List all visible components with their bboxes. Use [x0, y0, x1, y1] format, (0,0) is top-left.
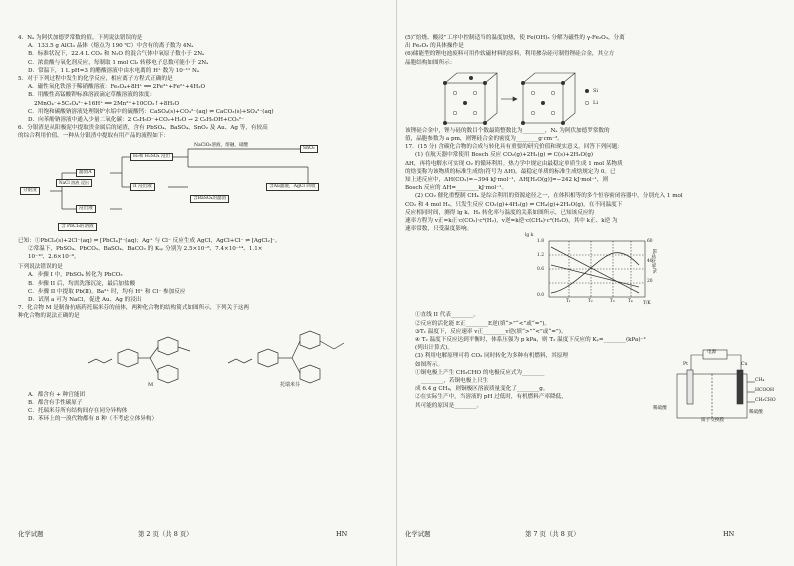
footer-subject: 化学试题: [405, 529, 431, 538]
flow-filtrate: 浸出液: [76, 205, 96, 213]
legend-si: Si: [593, 87, 599, 94]
rate-temperature-figure: [525, 233, 778, 309]
membrane-label: 质子交换膜: [701, 418, 724, 424]
q4-option-b: B．标准状况下，22.4 L CO₂ 和 N₂O 的混合气体中氧原子数小于 2Nₐ: [28, 51, 205, 58]
y-left-tick-2: 1.2: [537, 253, 544, 259]
q6-stem-2: 的综合利用价值。一种从分银渣中提取有用产品的流程如下：: [18, 133, 170, 140]
footer-subject: 化学试题: [18, 529, 44, 538]
cell-power-label: 电源: [707, 350, 717, 356]
y-left-tick-3: 0.6: [537, 267, 544, 273]
q17-1-line3: 的焓变称为该物质的标准生成焓(符号为 ΔH)，最稳定单质的标准生成焓规定为 0。已: [405, 168, 616, 175]
crystal-cell-figure: [435, 69, 778, 125]
q16-5-line2: 出 Fe₂O₃ 的具体操作是: [405, 43, 464, 50]
q5-option-b: B．用酸性高锰酸钾标准溶液滴定草酸溶液的浓度：: [28, 92, 156, 99]
q17-2-line2: CO₂ 和 4 mol H₂，只发生反应 CO₂(g)+4H₂(g) ⇌ CH₄(g)+2H₂O(g)，在不同温度下: [405, 201, 623, 208]
q17-3-sub2: ②在实际生产中，当溶液的 pH 过低时，有机燃料产率降低，: [415, 394, 567, 401]
question-5: [18, 75, 386, 124]
q5-option-c: C．用饱和碳酸钠溶液处理锅炉水垢中的硫酸钙：CaSO₄(s)+CO₃²⁻(aq) ⇌ CaCO₃(s)+SO₄²⁻(aq): [28, 108, 274, 115]
footer-page: 第 7 页（共 8 页）: [525, 529, 580, 538]
footer-code: HN: [336, 529, 348, 538]
q4-stem: 4．Nₐ 为阿伏加德罗常数的值。下列说法错误的是: [18, 35, 143, 41]
q17-1-line5: Bosch 反应的 ΔH=________kJ·mol⁻¹。: [405, 185, 508, 192]
q17-2-sub2: ②反应的活化能 E正________E逆(填“>”“<”或“=”)。: [415, 320, 551, 327]
product-ch4: CH₄: [755, 378, 765, 384]
q5-equation: 2MnO₄⁻+5C₂O₄²⁻+16H⁺ ══ 2Mn²⁺+10CO₂↑+8H₂O: [34, 100, 180, 107]
q17-3-sub1: ①铜电极上产生 CH₃CHO 的电极反应式为________: [415, 369, 545, 376]
flow-residue-a: 滤渣A: [76, 169, 95, 177]
crystal-cell-drawing: [435, 69, 635, 125]
flow-step2: H₂和 H₂SO₄ 浸出: [130, 153, 173, 161]
y-right-tick-1: 60: [647, 239, 653, 245]
q16-6-line2: 晶胞结构如图所示：: [405, 59, 456, 66]
flow-sno2: SnO₂: [300, 145, 318, 153]
x-tick-1: T₁: [566, 299, 571, 305]
q7-option-d: D．苯环上的一溴代物都有 8 种（不考虑立体异构）: [28, 416, 158, 423]
q17-2-line3: 反应相同时间，测得 lg k、H₂ 转化率与温度的关系如图所示，已知该反应的: [405, 209, 595, 216]
flowchart-arrows: [18, 143, 378, 235]
q5-option-a: A．磁性氧化铁溶于稀硝酸溶液：Fe₃O₄+8H⁺ ══ 2Fe³⁺+Fe²⁺+4H₂O: [28, 84, 206, 91]
q17-2-sub3: ③T₁ 温度下，反应速率 v正________v逆(填“>”“<”或“=”)。: [415, 328, 567, 335]
q16-6-line1: (6)储能型的锂电池废料可用作软磁材料的原料，利用掺杂硅可制得锂硅合金，其立方: [405, 51, 615, 58]
flow-baso4: 含BaSO₄的滤渣: [190, 195, 229, 203]
left-footer: [18, 530, 378, 538]
label-compound-m: M: [148, 381, 154, 388]
cell-cu-label: Cu: [741, 362, 748, 368]
q6-option-b: B．步骤 II 后，均需洗涤沉淀，最后加盐酸: [28, 280, 136, 287]
flow-start: 分银渣: [20, 187, 40, 195]
x-axis-label: T/K: [643, 301, 651, 307]
q17-2-line1: (2) CO₂ 催化重整制 CH₄ 是综合利用的资源途径之一，在体积相等的多个恒容密闭容器中，分别充入 1 mol: [415, 193, 683, 200]
q17-3-sub2-cont: 其可能的原因是________。: [415, 402, 483, 409]
q7-structures: [18, 323, 386, 389]
q17-3-sub1-mass: 成 6.4 g CH₄，则铜极区溶液质量变化了________g。: [415, 386, 549, 393]
cell-pt-label: Pt: [683, 362, 688, 368]
q4-option-c: C．浓盐酸与氧化剂反应，每制取 1 mol Cl₂ 转移电子总数可能小于 2Nₐ: [28, 59, 209, 66]
q17-2-line5: 速率常数，只受温度影响。: [405, 226, 473, 233]
product-hcooh: HCOOH: [755, 388, 775, 394]
y-right-tick-3: 20: [647, 279, 653, 285]
q17-2-sub4-cont: (列出计算式)。: [415, 345, 453, 352]
q5-stem: 5．对于下列过程中发生的化学反应，相应离子方程式正确的是: [18, 76, 173, 83]
q6-note-1: 已知：①PbCl₂(s)+2Cl⁻(aq) ⇌ [PbCl₄]²⁻(aq)；Ag⁺ 与 Cl⁻ 反应生成 AgCl，AgCl+Cl⁻ ⇌ [AgCl₂]⁻。: [18, 237, 281, 244]
y-left-label: lg k: [525, 233, 534, 239]
q17-1-line1: (1) 在航天器中常使用 Bosch 反应 CO₂(g)+2H₂(g) ⇌ C(s)+2H₂O(g): [415, 152, 594, 159]
q7-stem-1: 7．化合物 M 是制备抗癌药托瑞米芬的前体，两种化合物的结构简式如图所示，下列关于这两: [18, 305, 250, 312]
legend-li: Li: [593, 99, 598, 106]
q17-3-line2: 如图所示。: [415, 361, 443, 368]
product-ch3cho: CH₃CHO: [755, 398, 776, 404]
footer-code: HN: [723, 529, 735, 538]
q17-1-line2: ΔH，再将电解水可实现 O₂ 的循环利用。热力学中规定由最稳定单质生成 1 mol 某物质: [405, 160, 623, 167]
q17-1-line4: 知上述反应中，ΔH(CO₂)=−394 kJ·mol⁻¹，ΔH[H₂O(g)]=−242 kJ·mol⁻¹，则: [405, 177, 609, 184]
question-4: [18, 34, 386, 75]
right-page: [397, 0, 794, 566]
y-right-label: H₂转化率/%: [651, 249, 656, 274]
flow-leach2: II 浸出液: [130, 183, 155, 191]
label-toremifene: 托瑞米芬: [280, 381, 301, 388]
q16-6-line4: 值，晶胞参数为 a pm，则锂硅合金的密度为________g·cm⁻³。: [405, 136, 563, 143]
q6-option-a: A．步骤 I 中，PbSO₄ 转化为 PbCO₃: [28, 272, 123, 279]
q17-2-sub1: ①直线 II 代表________。: [415, 312, 479, 319]
structure-drawings: [18, 323, 378, 389]
q6-question: 下列说法错误的是: [18, 264, 63, 271]
q7-stem-2: 种化合物的说法正确的是: [18, 313, 80, 320]
q6-note-2: ②常温下，PbSO₄、PbCO₃、BaSO₄、BaCO₃ 的 Kₛₚ 分别为 2.5×10⁻⁸、7.4×10⁻¹⁴、1.1×: [28, 245, 263, 252]
q17-stem: 17．(15 分) 含碳化合物的合成与转化具有重要的研究价值和现实意义。回答下列问题：: [405, 144, 623, 151]
y-left-tick-1: 1.8: [537, 239, 544, 245]
q6-option-c: C．步骤 II 中提取 Pb(Ⅱ)，Ba²⁺ 时，均有 H⁺ 和 Cl⁻ 参加反应: [28, 288, 186, 295]
q17-2-sub4: ④ T₂ 温度下反应达到平衡时，体系压强为 p kPa，则 T₂ 温度下反应的 Kₚ=________(kPa)⁻²: [415, 337, 646, 344]
process-flowchart: [18, 143, 386, 235]
right-solution-label: 稀硫酸: [749, 410, 763, 416]
q16-5-line1: (5)“焙烧、酸浸”工序中控制适当的温度加热，使 Fe(OH)₃ 分解为磁性的 γ-Fe₂O₃，分离: [405, 35, 625, 41]
flow-pbcl2: 含 PbCl₂的溶液: [58, 223, 97, 231]
q17-2-line4: 速率方程为 v正=k正·c(CO₂)·c⁴(H₂)，v逆=k逆·c(CH₄)·c²(H₂O)，其中 k正、k逆 为: [405, 218, 618, 225]
footer-page: 第 2 页（共 8 页）: [138, 529, 193, 538]
x-tick-4: T₄: [628, 299, 633, 305]
x-tick-3: T₃: [610, 299, 615, 305]
q17-3-sub1-cont: ________，若铜电极上只生: [421, 378, 489, 385]
q16-6-line3: 该锂硅合金中，锂与硅的数目个数最简整数比为________，Nₐ 为阿伏加德罗常数的: [405, 127, 610, 134]
flow-au: 含Au滤液，AgCl 回收: [266, 183, 319, 191]
q5-option-d: D．向苯酚钠溶液中通入少量二氧化碳：2 C₆H₅O⁻+CO₂+H₂O → 2 C₆H₅OH+CO₃²⁻: [28, 117, 244, 124]
q7-option-a: A．都含有 + 种官能团: [28, 391, 86, 398]
q17-3-line1: (3) 利用电解原理可将 CO₂ 同时转化为多种有机燃料，其原理: [415, 353, 569, 360]
q6-option-d: D．试剂 a 可为 NaCl，促进 Au、Ag 的浸出: [28, 297, 142, 304]
q7-option-b: B．都含有手性碳原子: [28, 399, 83, 406]
y-right-tick-2: 40: [647, 259, 653, 265]
electrolysis-cell-figure: [653, 348, 777, 424]
rate-figure-drawing: [535, 235, 665, 309]
right-footer: [405, 530, 765, 538]
q17-3-block: [405, 350, 778, 424]
question-6: [18, 124, 386, 304]
left-solution-label: 稀硫酸: [653, 406, 667, 412]
q4-option-d: D．常温下，1 L pH=3 的醋酸溶液中由水电离的 H⁺ 数为 10⁻¹¹ Nₐ: [28, 67, 200, 74]
x-tick-2: T₂: [588, 299, 593, 305]
y-left-tick-4: 0.0: [537, 293, 544, 299]
question-7: [18, 304, 386, 423]
flow-step1: NaCl 溶液 浸出: [56, 179, 92, 187]
q6-stem-1: 6．分银渣是从阳极泥中提取贵金属后的尾渣，含有 PbSO₄、BaSO₄、SnO₂ 及 Au、Ag 等，有较高: [18, 125, 268, 132]
q6-note-3: 10⁻¹⁰、2.6×10⁻⁹。: [28, 254, 80, 261]
q7-option-c: C．托瑞米芬所有结构间存在同分异构体: [28, 408, 128, 415]
flow-step2b: NaClO₃溶液，熔融，硝酸: [194, 142, 249, 148]
question-16-continued: [405, 34, 778, 143]
q4-option-a: A．133.5 g AlCl₃ 晶体（熔点为 190 ℃）中含有的离子数为 4Nₐ: [28, 43, 194, 50]
question-17: [405, 143, 778, 424]
